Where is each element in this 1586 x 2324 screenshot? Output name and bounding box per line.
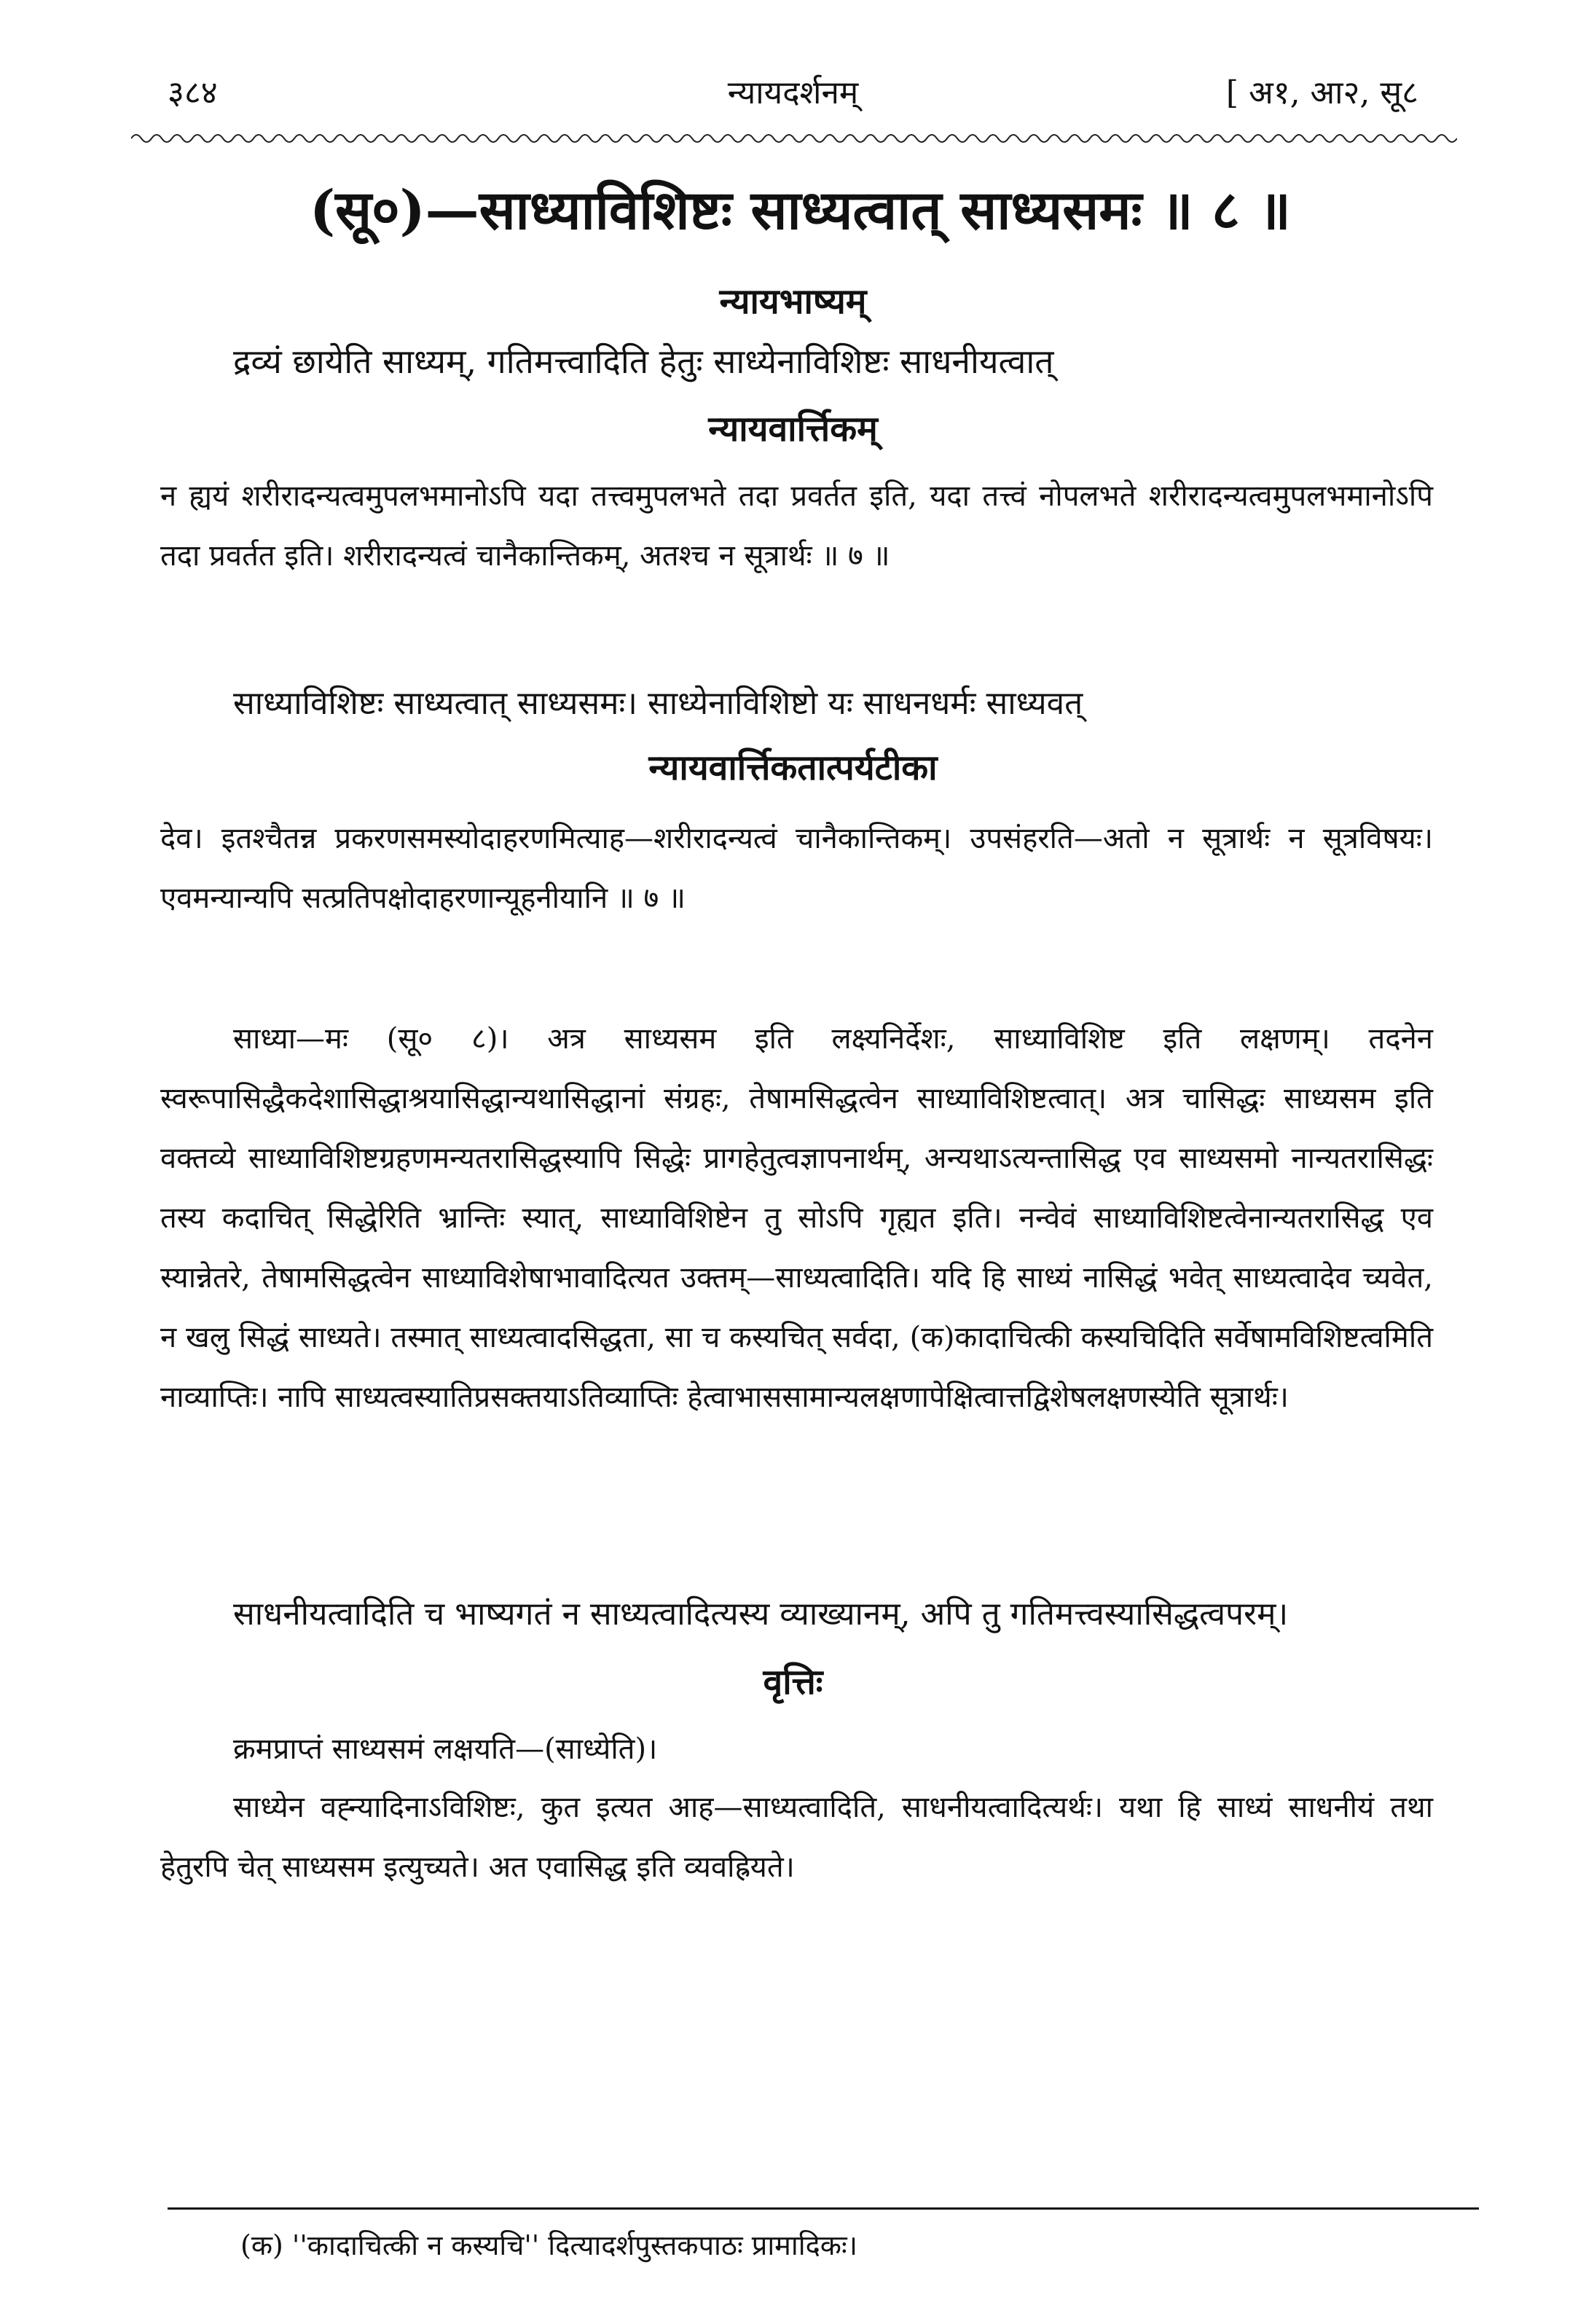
- tatparya-text: देव। इतश्चैतन्न प्रकरणसमस्योदाहरणमित्याह—शरीरादन्यत्वं चानैकान्तिकम्। उपसंहरति—अतो न सूत्रार्थः न सूत्रविषयः। एवमन्यान्यपि सत्प्रतिपक्षोदाहरणान्यूहनीयानि ॥ ७ ॥: [160, 822, 1433, 915]
- chapter-reference: [ अ१, आ२, सू८: [1225, 74, 1418, 111]
- vartika-text-2: साध्याविशिष्टः साध्यत्वात् साध्यसमः। साध्येनाविशिष्टो यः साधनधर्मः साध्यवत्: [233, 685, 1083, 722]
- bhashya-heading: न्यायभाष्यम्: [719, 281, 867, 322]
- vartika-heading: न्यायवार्त्तिकम्: [708, 409, 878, 450]
- wavy-divider: [131, 127, 1457, 149]
- page-number: ३८४: [168, 74, 218, 111]
- tika-text: साध्या—मः (सू० ८)। अत्र साध्यसम इति लक्ष्यनिर्देशः, साध्याविशिष्ट इति लक्षणम्। तदनेन स्वरूपासिद्धैकदेशासिद्धाश्रयासिद्धान्यथासिद्धानां संग्रहः, तेषामसिद्धत्वेन साध्याविशिष्टत्वात्। अत्र चासिद्धः साध्यसम इति वक्तव्ये साध्याविशिष्टग्रहणमन्यतरासिद्धस्यापि सिद्धेः प्रागहेतुत्वज्ञापनार्थम्, अन्यथाऽत्यन्तासिद्ध एव साध्यसमो नान्यतरासिद्धः तस्य कदाचित् सिद्धेरिति भ्रान्तिः स्यात्, साध्याविशिष्टेन तु सोऽपि गृह्यत इति। नन्वेवं साध्याविशिष्टत्वेनान्यतरासिद्ध एव स्यान्नेतरे, तेषामसिद्धत्वेन साध्याविशेषाभावादित्यत उक्तम्—साध्यत्वादिति। यदि हि साध्यं नासिद्धं भवेत् साध्यत्वादेव च्यवेत, न खलु सिद्धं साध्यते। तस्मात् साध्यत्वादसिद्धता, सा च कस्यचित् सर्वदा, (क)कादाचित्की कस्यचिदिति सर्वेषामविशिष्टत्वमिति नाव्याप्तिः। नापि साध्यत्वस्यातिप्रसक्तयाऽतिव्याप्तिः हेत्वाभाससामान्यलक्षणापेक्षित्वात्तद्विशेषलक्षणस्येति सूत्रार्थः।: [160, 1022, 1433, 1414]
- footnote-rule: [168, 2207, 1479, 2210]
- tika-text-2: साधनीयत्वादिति च भाष्यगतं न साध्यत्वादित्यस्य व्याख्यानम्, अपि तु गतिमत्त्वस्यासिद्धत्वपरम्।: [233, 1595, 1289, 1633]
- vritti-heading: वृत्तिः: [763, 1662, 823, 1703]
- vartika-text: न ह्ययं शरीरादन्यत्वमुपलभमानोऽपि यदा तत्त्वमुपलभते तदा प्रवर्तत इति, यदा तत्त्वं नोपलभते शरीरादन्यत्वमुपलभमानोऽपि तदा प्रवर्तत इति। शरीरादन्यत्वं चानैकान्तिकम्, अतश्च न सूत्रार्थः ॥ ७ ॥: [160, 479, 1433, 573]
- running-title: न्यायदर्शनम्: [727, 74, 859, 111]
- sutra-heading: (सू०)—साध्याविशिष्टः साध्यत्वात् साध्यसमः ॥ ८ ॥: [310, 179, 1291, 242]
- vritti-text-1: क्रमप्राप्तं साध्यसमं लक्षयति—(साध्येति)।: [233, 1732, 658, 1766]
- vritti-text-2: साध्येन वह्न्यादिनाऽविशिष्टः, कुत इत्यत आह—साध्यत्वादिति, साधनीयत्वादित्यर्थः। यथा हि साध्यं साधनीयं तथा हेतुरपि चेत् साध्यसम इत्युच्यते। अत एवासिद्ध इति व्यवह्रियते।: [160, 1791, 1433, 1884]
- page-header: [168, 69, 1418, 127]
- tatparya-heading: न्यायवार्त्तिकतात्पर्यटीका: [648, 747, 938, 788]
- bhashya-text: द्रव्यं छायेति साध्यम्, गतिमत्त्वादिति हेतुः साध्येनाविशिष्टः साधनीयत्वात्: [233, 342, 1054, 381]
- footnote: (क) ''कादाचित्की न कस्यचि'' दित्यादर्शपुस्तकपाठः प्रामादिकः।: [240, 2229, 858, 2261]
